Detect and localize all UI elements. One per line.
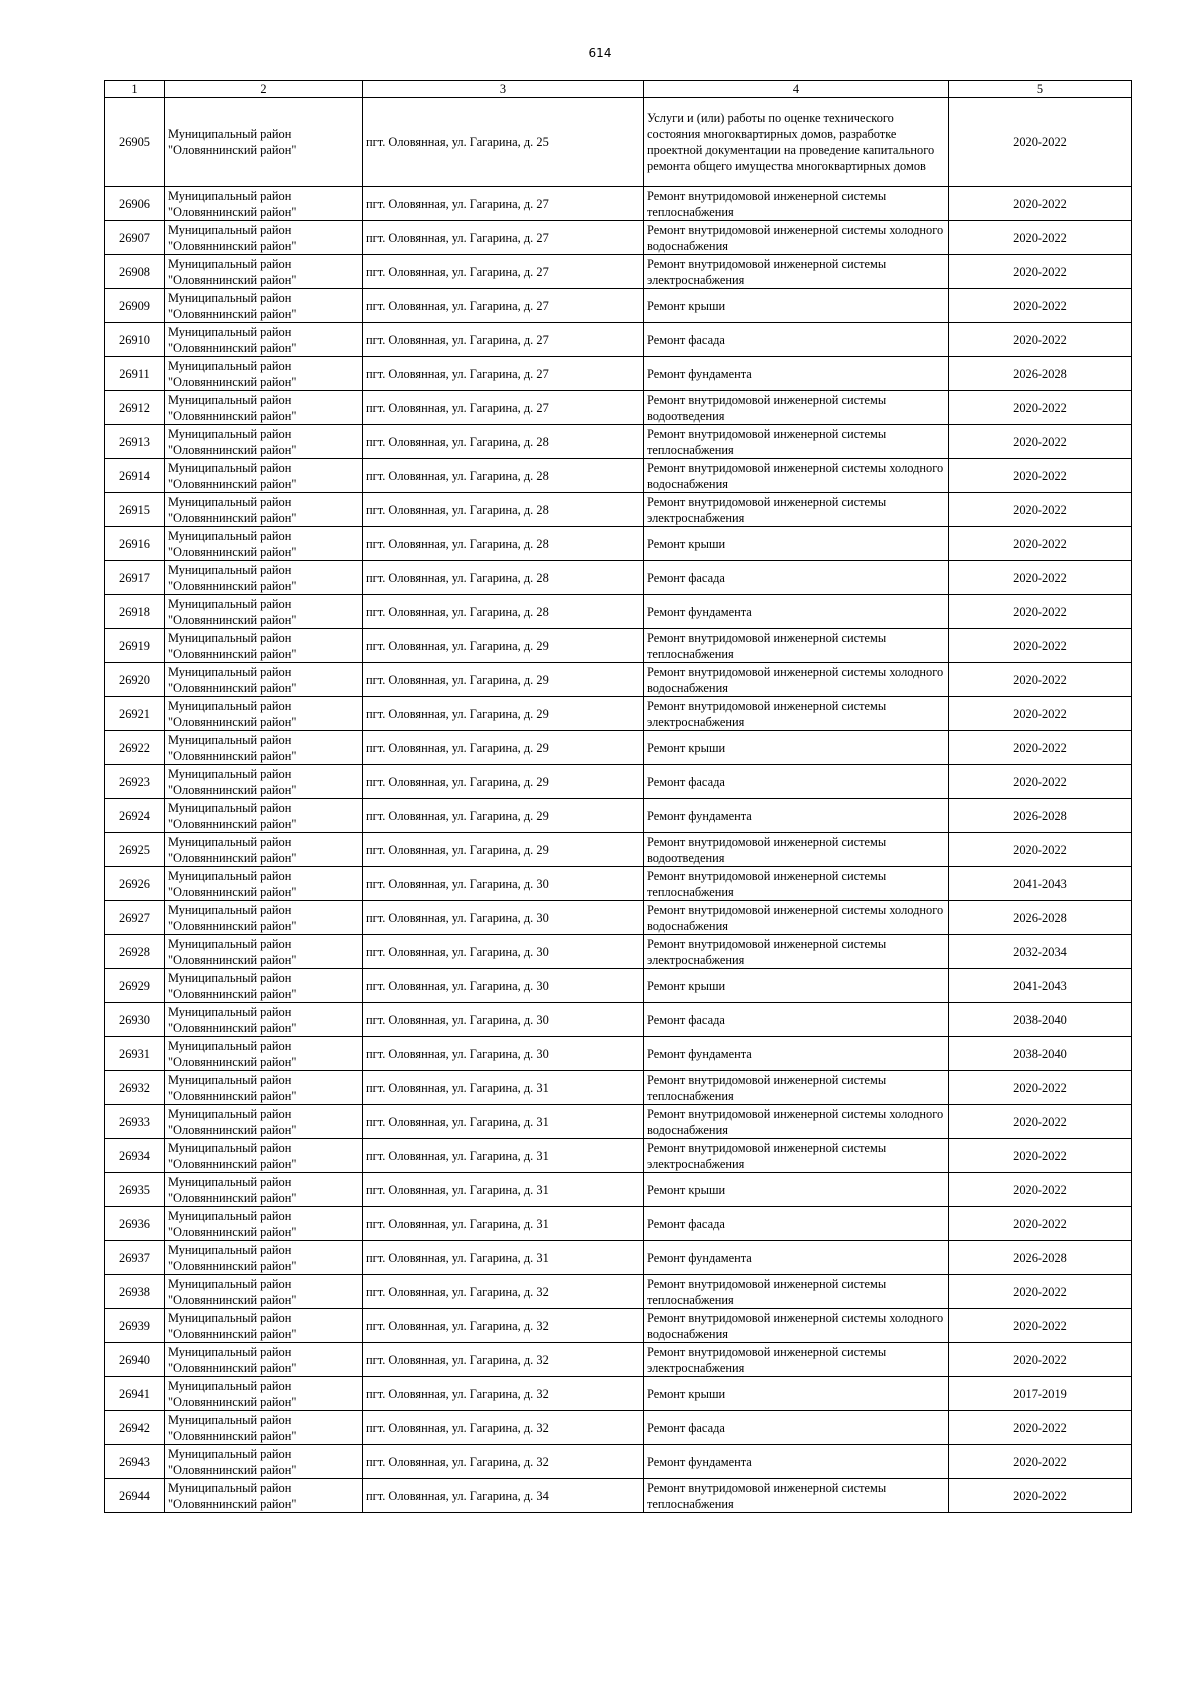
work-type-cell: Ремонт фундамента xyxy=(644,1445,949,1479)
address-cell: пгт. Оловянная, ул. Гагарина, д. 29 xyxy=(363,697,644,731)
work-type-cell: Ремонт внутридомовой инженерной системы теплоснабжения xyxy=(644,1479,949,1513)
address-cell: пгт. Оловянная, ул. Гагарина, д. 29 xyxy=(363,833,644,867)
district-cell: Муниципальный район "Оловяннинский район" xyxy=(165,935,363,969)
row-number-cell: 26921 xyxy=(105,697,165,731)
district-cell: Муниципальный район "Оловяннинский район" xyxy=(165,1003,363,1037)
row-number-cell: 26917 xyxy=(105,561,165,595)
work-type-cell: Ремонт внутридомовой инженерной системы электроснабжения xyxy=(644,697,949,731)
work-type-cell: Ремонт внутридомовой инженерной системы электроснабжения xyxy=(644,255,949,289)
address-cell: пгт. Оловянная, ул. Гагарина, д. 30 xyxy=(363,969,644,1003)
table-row xyxy=(105,1105,1132,1139)
row-number-cell: 26914 xyxy=(105,459,165,493)
district-cell: Муниципальный район "Оловяннинский район" xyxy=(165,561,363,595)
address-cell: пгт. Оловянная, ул. Гагарина, д. 32 xyxy=(363,1343,644,1377)
period-cell: 2020-2022 xyxy=(949,425,1132,459)
work-type-cell: Ремонт фасада xyxy=(644,1003,949,1037)
period-cell: 2020-2022 xyxy=(949,289,1132,323)
period-cell: 2026-2028 xyxy=(949,357,1132,391)
row-number-cell: 26934 xyxy=(105,1139,165,1173)
table-row xyxy=(105,799,1132,833)
address-cell: пгт. Оловянная, ул. Гагарина, д. 31 xyxy=(363,1241,644,1275)
row-number-cell: 26932 xyxy=(105,1071,165,1105)
work-type-cell: Ремонт внутридомовой инженерной системы теплоснабжения xyxy=(644,629,949,663)
table-row xyxy=(105,1479,1132,1513)
table-row xyxy=(105,731,1132,765)
address-cell: пгт. Оловянная, ул. Гагарина, д. 29 xyxy=(363,731,644,765)
row-number-cell: 26925 xyxy=(105,833,165,867)
row-number-cell: 26940 xyxy=(105,1343,165,1377)
work-type-cell: Услуги и (или) работы по оценке технического состояния многоквартирных домов, разработке проектной документации на проведение капитального ремонта общего имущества многоквартирных домов xyxy=(644,98,949,187)
table-row xyxy=(105,1139,1132,1173)
column-header-3: 3 xyxy=(363,81,644,98)
table-row xyxy=(105,1309,1132,1343)
work-type-cell: Ремонт внутридомовой инженерной системы водоотведения xyxy=(644,391,949,425)
period-cell: 2020-2022 xyxy=(949,1411,1132,1445)
district-cell: Муниципальный район "Оловяннинский район" xyxy=(165,629,363,663)
work-type-cell: Ремонт внутридомовой инженерной системы холодного водоснабжения xyxy=(644,221,949,255)
address-cell: пгт. Оловянная, ул. Гагарина, д. 28 xyxy=(363,425,644,459)
page-number: 614 xyxy=(588,46,612,60)
row-number-cell: 26929 xyxy=(105,969,165,1003)
address-cell: пгт. Оловянная, ул. Гагарина, д. 27 xyxy=(363,357,644,391)
address-cell: пгт. Оловянная, ул. Гагарина, д. 27 xyxy=(363,255,644,289)
row-number-cell: 26919 xyxy=(105,629,165,663)
work-type-cell: Ремонт внутридомовой инженерной системы холодного водоснабжения xyxy=(644,1309,949,1343)
row-number-cell: 26920 xyxy=(105,663,165,697)
row-number-cell: 26915 xyxy=(105,493,165,527)
address-cell: пгт. Оловянная, ул. Гагарина, д. 27 xyxy=(363,323,644,357)
district-cell: Муниципальный район "Оловяннинский район" xyxy=(165,98,363,187)
period-cell: 2020-2022 xyxy=(949,1445,1132,1479)
period-cell: 2020-2022 xyxy=(949,459,1132,493)
district-cell: Муниципальный район "Оловяннинский район" xyxy=(165,901,363,935)
address-cell: пгт. Оловянная, ул. Гагарина, д. 30 xyxy=(363,1037,644,1071)
period-cell: 2032-2034 xyxy=(949,935,1132,969)
district-cell: Муниципальный район "Оловяннинский район" xyxy=(165,1309,363,1343)
row-number-cell: 26943 xyxy=(105,1445,165,1479)
address-cell: пгт. Оловянная, ул. Гагарина, д. 32 xyxy=(363,1377,644,1411)
work-type-cell: Ремонт фасада xyxy=(644,323,949,357)
work-type-cell: Ремонт крыши xyxy=(644,1377,949,1411)
row-number-cell: 26933 xyxy=(105,1105,165,1139)
registry-table xyxy=(104,80,1132,1513)
district-cell: Муниципальный район "Оловяннинский район" xyxy=(165,867,363,901)
column-header-1: 1 xyxy=(105,81,165,98)
address-cell: пгт. Оловянная, ул. Гагарина, д. 34 xyxy=(363,1479,644,1513)
table-row xyxy=(105,765,1132,799)
period-cell: 2026-2028 xyxy=(949,901,1132,935)
work-type-cell: Ремонт фасада xyxy=(644,765,949,799)
period-cell: 2020-2022 xyxy=(949,255,1132,289)
district-cell: Муниципальный район "Оловяннинский район" xyxy=(165,255,363,289)
period-cell: 2020-2022 xyxy=(949,765,1132,799)
table-row xyxy=(105,1445,1132,1479)
period-cell: 2020-2022 xyxy=(949,1173,1132,1207)
row-number-cell: 26926 xyxy=(105,867,165,901)
district-cell: Муниципальный район "Оловяннинский район" xyxy=(165,1207,363,1241)
district-cell: Муниципальный район "Оловяннинский район" xyxy=(165,1105,363,1139)
district-cell: Муниципальный район "Оловяннинский район" xyxy=(165,459,363,493)
work-type-cell: Ремонт внутридомовой инженерной системы холодного водоснабжения xyxy=(644,663,949,697)
address-cell: пгт. Оловянная, ул. Гагарина, д. 29 xyxy=(363,799,644,833)
table-row xyxy=(105,289,1132,323)
work-type-cell: Ремонт крыши xyxy=(644,527,949,561)
work-type-cell: Ремонт внутридомовой инженерной системы водоотведения xyxy=(644,833,949,867)
table-row xyxy=(105,357,1132,391)
period-cell: 2020-2022 xyxy=(949,493,1132,527)
row-number-cell: 26908 xyxy=(105,255,165,289)
row-number-cell: 26935 xyxy=(105,1173,165,1207)
district-cell: Муниципальный район "Оловяннинский район" xyxy=(165,1241,363,1275)
district-cell: Муниципальный район "Оловяннинский район" xyxy=(165,1071,363,1105)
table-row xyxy=(105,391,1132,425)
table-row xyxy=(105,867,1132,901)
table-row xyxy=(105,1241,1132,1275)
table-row xyxy=(105,697,1132,731)
table-row xyxy=(105,663,1132,697)
period-cell: 2020-2022 xyxy=(949,731,1132,765)
work-type-cell: Ремонт крыши xyxy=(644,289,949,323)
table-row xyxy=(105,425,1132,459)
table-header xyxy=(105,81,1132,98)
row-number-cell: 26913 xyxy=(105,425,165,459)
row-number-cell: 26938 xyxy=(105,1275,165,1309)
work-type-cell: Ремонт фундамента xyxy=(644,1241,949,1275)
table-row xyxy=(105,98,1132,187)
address-cell: пгт. Оловянная, ул. Гагарина, д. 30 xyxy=(363,1003,644,1037)
address-cell: пгт. Оловянная, ул. Гагарина, д. 30 xyxy=(363,935,644,969)
row-number-cell: 26937 xyxy=(105,1241,165,1275)
period-cell: 2020-2022 xyxy=(949,833,1132,867)
district-cell: Муниципальный район "Оловяннинский район" xyxy=(165,1139,363,1173)
table-row xyxy=(105,323,1132,357)
period-cell: 2020-2022 xyxy=(949,1343,1132,1377)
work-type-cell: Ремонт внутридомовой инженерной системы теплоснабжения xyxy=(644,425,949,459)
district-cell: Муниципальный район "Оловяннинский район" xyxy=(165,323,363,357)
table-row xyxy=(105,1207,1132,1241)
period-cell: 2017-2019 xyxy=(949,1377,1132,1411)
work-type-cell: Ремонт фасада xyxy=(644,561,949,595)
row-number-cell: 26910 xyxy=(105,323,165,357)
work-type-cell: Ремонт фасада xyxy=(644,1411,949,1445)
work-type-cell: Ремонт внутридомовой инженерной системы теплоснабжения xyxy=(644,867,949,901)
table-row xyxy=(105,561,1132,595)
address-cell: пгт. Оловянная, ул. Гагарина, д. 29 xyxy=(363,765,644,799)
work-type-cell: Ремонт внутридомовой инженерной системы теплоснабжения xyxy=(644,1071,949,1105)
district-cell: Муниципальный район "Оловяннинский район" xyxy=(165,425,363,459)
district-cell: Муниципальный район "Оловяннинский район" xyxy=(165,493,363,527)
row-number-cell: 26927 xyxy=(105,901,165,935)
period-cell: 2020-2022 xyxy=(949,1105,1132,1139)
district-cell: Муниципальный район "Оловяннинский район" xyxy=(165,833,363,867)
address-cell: пгт. Оловянная, ул. Гагарина, д. 32 xyxy=(363,1309,644,1343)
work-type-cell: Ремонт внутридомовой инженерной системы электроснабжения xyxy=(644,493,949,527)
work-type-cell: Ремонт крыши xyxy=(644,1173,949,1207)
table-row xyxy=(105,1377,1132,1411)
district-cell: Муниципальный район "Оловяннинский район" xyxy=(165,1445,363,1479)
header-row xyxy=(105,81,1132,98)
district-cell: Муниципальный район "Оловяннинский район" xyxy=(165,1275,363,1309)
address-cell: пгт. Оловянная, ул. Гагарина, д. 27 xyxy=(363,221,644,255)
row-number-cell: 26911 xyxy=(105,357,165,391)
period-cell: 2020-2022 xyxy=(949,1071,1132,1105)
district-cell: Муниципальный район "Оловяннинский район" xyxy=(165,595,363,629)
period-cell: 2038-2040 xyxy=(949,1037,1132,1071)
work-type-cell: Ремонт внутридомовой инженерной системы электроснабжения xyxy=(644,1343,949,1377)
period-cell: 2020-2022 xyxy=(949,527,1132,561)
district-cell: Муниципальный район "Оловяннинский район" xyxy=(165,289,363,323)
address-cell: пгт. Оловянная, ул. Гагарина, д. 27 xyxy=(363,289,644,323)
address-cell: пгт. Оловянная, ул. Гагарина, д. 27 xyxy=(363,187,644,221)
row-number-cell: 26923 xyxy=(105,765,165,799)
address-cell: пгт. Оловянная, ул. Гагарина, д. 28 xyxy=(363,493,644,527)
address-cell: пгт. Оловянная, ул. Гагарина, д. 32 xyxy=(363,1275,644,1309)
address-cell: пгт. Оловянная, ул. Гагарина, д. 28 xyxy=(363,595,644,629)
column-header-5: 5 xyxy=(949,81,1132,98)
row-number-cell: 26936 xyxy=(105,1207,165,1241)
table-row xyxy=(105,1343,1132,1377)
address-cell: пгт. Оловянная, ул. Гагарина, д. 32 xyxy=(363,1411,644,1445)
work-type-cell: Ремонт внутридомовой инженерной системы электроснабжения xyxy=(644,935,949,969)
period-cell: 2020-2022 xyxy=(949,595,1132,629)
row-number-cell: 26918 xyxy=(105,595,165,629)
period-cell: 2026-2028 xyxy=(949,1241,1132,1275)
district-cell: Муниципальный район "Оловяннинский район" xyxy=(165,731,363,765)
period-cell: 2020-2022 xyxy=(949,323,1132,357)
table-row xyxy=(105,595,1132,629)
table-row xyxy=(105,1071,1132,1105)
district-cell: Муниципальный район "Оловяннинский район" xyxy=(165,697,363,731)
address-cell: пгт. Оловянная, ул. Гагарина, д. 31 xyxy=(363,1173,644,1207)
period-cell: 2020-2022 xyxy=(949,1139,1132,1173)
table-row xyxy=(105,833,1132,867)
district-cell: Муниципальный район "Оловяннинский район" xyxy=(165,1377,363,1411)
row-number-cell: 26941 xyxy=(105,1377,165,1411)
address-cell: пгт. Оловянная, ул. Гагарина, д. 28 xyxy=(363,527,644,561)
work-type-cell: Ремонт внутридомовой инженерной системы теплоснабжения xyxy=(644,1275,949,1309)
work-type-cell: Ремонт внутридомовой инженерной системы холодного водоснабжения xyxy=(644,459,949,493)
address-cell: пгт. Оловянная, ул. Гагарина, д. 31 xyxy=(363,1105,644,1139)
work-type-cell: Ремонт фундамента xyxy=(644,799,949,833)
address-cell: пгт. Оловянная, ул. Гагарина, д. 31 xyxy=(363,1071,644,1105)
district-cell: Муниципальный район "Оловяннинский район" xyxy=(165,799,363,833)
period-cell: 2020-2022 xyxy=(949,697,1132,731)
period-cell: 2026-2028 xyxy=(949,799,1132,833)
row-number-cell: 26905 xyxy=(105,98,165,187)
row-number-cell: 26930 xyxy=(105,1003,165,1037)
table-row xyxy=(105,527,1132,561)
table-row xyxy=(105,969,1132,1003)
period-cell: 2041-2043 xyxy=(949,969,1132,1003)
district-cell: Муниципальный район "Оловяннинский район" xyxy=(165,1037,363,1071)
table-row xyxy=(105,459,1132,493)
district-cell: Муниципальный район "Оловяннинский район" xyxy=(165,357,363,391)
period-cell: 2020-2022 xyxy=(949,561,1132,595)
table-row xyxy=(105,1275,1132,1309)
table-row xyxy=(105,901,1132,935)
work-type-cell: Ремонт фундамента xyxy=(644,595,949,629)
address-cell: пгт. Оловянная, ул. Гагарина, д. 32 xyxy=(363,1445,644,1479)
table-row xyxy=(105,221,1132,255)
address-cell: пгт. Оловянная, ул. Гагарина, д. 29 xyxy=(363,629,644,663)
work-type-cell: Ремонт фундамента xyxy=(644,357,949,391)
period-cell: 2020-2022 xyxy=(949,221,1132,255)
address-cell: пгт. Оловянная, ул. Гагарина, д. 30 xyxy=(363,867,644,901)
period-cell: 2020-2022 xyxy=(949,1479,1132,1513)
work-type-cell: Ремонт крыши xyxy=(644,969,949,1003)
address-cell: пгт. Оловянная, ул. Гагарина, д. 28 xyxy=(363,561,644,595)
period-cell: 2038-2040 xyxy=(949,1003,1132,1037)
period-cell: 2020-2022 xyxy=(949,187,1132,221)
period-cell: 2020-2022 xyxy=(949,1275,1132,1309)
row-number-cell: 26909 xyxy=(105,289,165,323)
column-header-4: 4 xyxy=(644,81,949,98)
table-row xyxy=(105,493,1132,527)
work-type-cell: Ремонт фасада xyxy=(644,1207,949,1241)
district-cell: Муниципальный район "Оловяннинский район" xyxy=(165,527,363,561)
period-cell: 2041-2043 xyxy=(949,867,1132,901)
district-cell: Муниципальный район "Оловяннинский район" xyxy=(165,969,363,1003)
row-number-cell: 26939 xyxy=(105,1309,165,1343)
period-cell: 2020-2022 xyxy=(949,98,1132,187)
table-row xyxy=(105,1003,1132,1037)
period-cell: 2020-2022 xyxy=(949,663,1132,697)
table-row xyxy=(105,1173,1132,1207)
table-row xyxy=(105,629,1132,663)
work-type-cell: Ремонт крыши xyxy=(644,731,949,765)
row-number-cell: 26907 xyxy=(105,221,165,255)
table-row xyxy=(105,1037,1132,1071)
district-cell: Муниципальный район "Оловяннинский район" xyxy=(165,1411,363,1445)
district-cell: Муниципальный район "Оловяннинский район" xyxy=(165,187,363,221)
district-cell: Муниципальный район "Оловяннинский район" xyxy=(165,1479,363,1513)
work-type-cell: Ремонт внутридомовой инженерной системы холодного водоснабжения xyxy=(644,1105,949,1139)
row-number-cell: 26928 xyxy=(105,935,165,969)
table-body xyxy=(105,98,1132,1513)
address-cell: пгт. Оловянная, ул. Гагарина, д. 25 xyxy=(363,98,644,187)
row-number-cell: 26906 xyxy=(105,187,165,221)
period-cell: 2020-2022 xyxy=(949,1207,1132,1241)
row-number-cell: 26922 xyxy=(105,731,165,765)
work-type-cell: Ремонт внутридомовой инженерной системы теплоснабжения xyxy=(644,187,949,221)
period-cell: 2020-2022 xyxy=(949,1309,1132,1343)
row-number-cell: 26942 xyxy=(105,1411,165,1445)
period-cell: 2020-2022 xyxy=(949,391,1132,425)
row-number-cell: 26916 xyxy=(105,527,165,561)
district-cell: Муниципальный район "Оловяннинский район" xyxy=(165,391,363,425)
row-number-cell: 26912 xyxy=(105,391,165,425)
address-cell: пгт. Оловянная, ул. Гагарина, д. 30 xyxy=(363,901,644,935)
address-cell: пгт. Оловянная, ул. Гагарина, д. 28 xyxy=(363,459,644,493)
work-type-cell: Ремонт внутридомовой инженерной системы электроснабжения xyxy=(644,1139,949,1173)
district-cell: Муниципальный район "Оловяннинский район" xyxy=(165,221,363,255)
period-cell: 2020-2022 xyxy=(949,629,1132,663)
district-cell: Муниципальный район "Оловяннинский район" xyxy=(165,663,363,697)
district-cell: Муниципальный район "Оловяннинский район" xyxy=(165,765,363,799)
column-header-2: 2 xyxy=(165,81,363,98)
address-cell: пгт. Оловянная, ул. Гагарина, д. 31 xyxy=(363,1207,644,1241)
district-cell: Муниципальный район "Оловяннинский район" xyxy=(165,1173,363,1207)
address-cell: пгт. Оловянная, ул. Гагарина, д. 31 xyxy=(363,1139,644,1173)
row-number-cell: 26924 xyxy=(105,799,165,833)
row-number-cell: 26944 xyxy=(105,1479,165,1513)
row-number-cell: 26931 xyxy=(105,1037,165,1071)
district-cell: Муниципальный район "Оловяннинский район" xyxy=(165,1343,363,1377)
table-row xyxy=(105,255,1132,289)
work-type-cell: Ремонт фундамента xyxy=(644,1037,949,1071)
table-row xyxy=(105,187,1132,221)
table-row xyxy=(105,935,1132,969)
table-row xyxy=(105,1411,1132,1445)
address-cell: пгт. Оловянная, ул. Гагарина, д. 27 xyxy=(363,391,644,425)
work-type-cell: Ремонт внутридомовой инженерной системы холодного водоснабжения xyxy=(644,901,949,935)
address-cell: пгт. Оловянная, ул. Гагарина, д. 29 xyxy=(363,663,644,697)
